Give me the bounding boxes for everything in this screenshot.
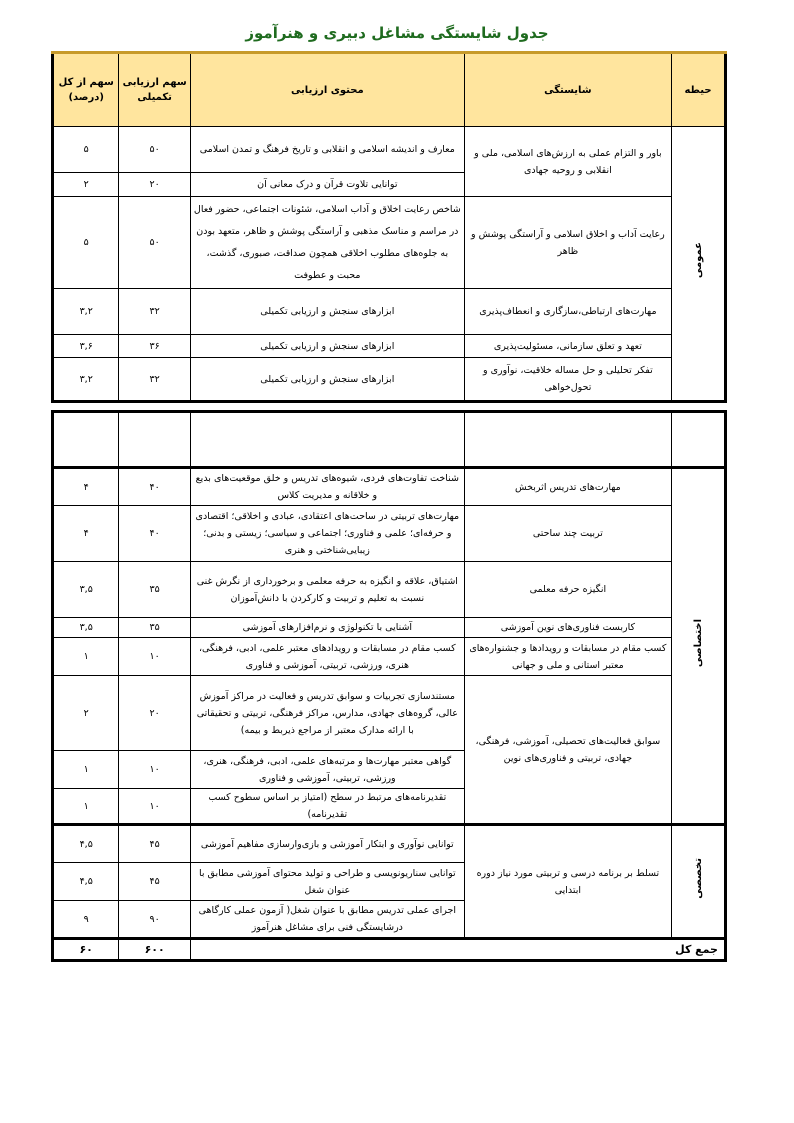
competency-cell: تفکر تحلیلی و حل مساله خلاقیت، نوآوری و تحول‌خواهی	[464, 358, 671, 402]
competency-cell: تسلط بر برنامه درسی و تربیتی مورد نیاز دوره ابتدایی	[464, 825, 671, 939]
table-row	[53, 335, 726, 358]
score-cell: ۴۰	[119, 468, 191, 506]
page-title: جدول شایستگی مشاغل دبیری و هنرآموز	[245, 24, 549, 42]
table-row	[53, 638, 726, 676]
table-row	[53, 468, 726, 506]
competency-table-part-2	[51, 410, 727, 962]
score-cell: ۱۰	[119, 789, 191, 825]
score-cell: ۳۵	[119, 562, 191, 618]
content-cell: تقدیرنامه‌های مرتبط در سطح (امتیاز بر اساس سطوح کسب تقدیرنامه)	[190, 789, 464, 825]
empty-cell	[53, 412, 119, 468]
competency-cell: کاربست فناوری‌های نوین آموزشی	[464, 618, 671, 638]
empty-row	[53, 412, 726, 468]
competency-cell: تربیت چند ساحتی	[464, 506, 671, 562]
competency-table-part-1	[51, 51, 727, 403]
total-score: ۶۰۰	[119, 939, 191, 961]
percent-cell: ۳,۵	[53, 618, 119, 638]
content-cell: شناخت تفاوت‌های فردی، شیوه‌های تدریس و خلق موقعیت‌های بدیع و خلاقانه و مدیریت کلاس	[190, 468, 464, 506]
competency-cell: باور و التزام عملی به ارزش‌های اسلامی، ملی و انقلابی و روحیه جهادی	[464, 127, 671, 197]
score-cell: ۴۰	[119, 506, 191, 562]
total-row	[53, 939, 726, 961]
header-score: سهم ارزیابی تکمیلی	[119, 53, 191, 127]
score-cell: ۵۰	[119, 127, 191, 173]
content-cell: اجرای عملی تدریس مطابق با عنوان شغل( آزمون عملی کارگاهی درشایستگی فنی برای مشاغل هنرآموز	[190, 901, 464, 939]
content-cell: مستندسازی تجربیات و سوابق تدریس و فعالیت در مراکز آموزش عالی، گروه‌های جهادی، مدارس، مراکز فرهنگی، تربیتی و تحقیقاتی با ارائه مدارک معتبر از مراجع ذیربط و بیمه)	[190, 676, 464, 751]
percent-cell: ۵	[53, 197, 119, 289]
total-label: جمع کل	[190, 939, 725, 961]
table-row	[53, 127, 726, 173]
header-percent: سهم از کل (درصد)	[53, 53, 119, 127]
domain-cell-specialized	[672, 468, 726, 825]
competency-cell: مهارت‌های تدریس اثربخش	[464, 468, 671, 506]
total-percent: ۶۰	[53, 939, 119, 961]
content-cell: کسب مقام در مسابقات و رویدادهای معتبر علمی، ادبی، فرهنگی، هنری، ورزشی، تربیتی، آموزشی و فناوری	[190, 638, 464, 676]
score-cell: ۵۰	[119, 197, 191, 289]
content-cell: ابزارهای سنجش و ارزیابی تکمیلی	[190, 289, 464, 335]
domain-label: تخصصی	[692, 858, 704, 899]
content-cell: ابزارهای سنجش و ارزیابی تکمیلی	[190, 335, 464, 358]
percent-cell: ۵	[53, 127, 119, 173]
table-row	[53, 825, 726, 863]
percent-cell: ۴,۵	[53, 825, 119, 863]
score-cell: ۳۲	[119, 358, 191, 402]
percent-cell: ۹	[53, 901, 119, 939]
table-row	[53, 506, 726, 562]
percent-cell: ۱	[53, 789, 119, 825]
header-content: محتوی ارزیابی	[190, 53, 464, 127]
score-cell: ۳۲	[119, 289, 191, 335]
content-cell: ابزارهای سنجش و ارزیابی تکمیلی	[190, 358, 464, 402]
competency-cell: مهارت‌های ارتباطی،سازگاری و انعطاف‌پذیری	[464, 289, 671, 335]
content-cell: آشنایی با تکنولوژی و نرم‌افزارهای آموزشی	[190, 618, 464, 638]
score-cell: ۴۵	[119, 863, 191, 901]
table-row	[53, 618, 726, 638]
table-row	[53, 562, 726, 618]
empty-cell	[119, 412, 191, 468]
score-cell: ۱۰	[119, 638, 191, 676]
content-cell: شاخص رعایت اخلاق و آداب اسلامی، شئونات اجتماعی، حضور فعال در مراسم و مناسک مذهبی و آراستگی پوشش و ظاهر، متعهد بودن به جلوه‌های مطلوب اخلاقی همچون صداقت، صبوری، گذشت، محبت و عطوفت	[190, 197, 464, 289]
domain-cell-general	[672, 127, 726, 402]
percent-cell: ۳,۲	[53, 358, 119, 402]
percent-cell: ۲	[53, 173, 119, 197]
table-row	[53, 676, 726, 751]
score-cell: ۹۰	[119, 901, 191, 939]
competency-cell: تعهد و تعلق سازمانی، مسئولیت‌پذیری	[464, 335, 671, 358]
empty-cell	[190, 412, 464, 468]
content-cell: مهارت‌های تربیتی در ساحت‌های اعتقادی، عبادی و اخلاقی؛ اقتصادی و حرفه‌ای؛ علمی و فناوری؛ اجتماعی و سیاسی؛ زیستی و بدنی؛ زیبایی‌شناختی و هنری	[190, 506, 464, 562]
percent-cell: ۳,۶	[53, 335, 119, 358]
content-cell: توانایی نوآوری و ابتکار آموزشی و بازی‌وارسازی مفاهیم آموزشی	[190, 825, 464, 863]
score-cell: ۲۰	[119, 173, 191, 197]
header-competency: شایستگی	[464, 53, 671, 127]
competency-cell: کسب مقام در مسابقات و رویدادها و جشنواره‌های معتبر استانی و ملی و جهانی	[464, 638, 671, 676]
percent-cell: ۴	[53, 506, 119, 562]
empty-cell	[464, 412, 671, 468]
score-cell: ۳۶	[119, 335, 191, 358]
domain-label: عمومی	[692, 242, 704, 279]
score-cell: ۳۵	[119, 618, 191, 638]
score-cell: ۱۰	[119, 751, 191, 789]
percent-cell: ۱	[53, 638, 119, 676]
score-cell: ۴۵	[119, 825, 191, 863]
competency-cell: انگیزه حرفه معلمی	[464, 562, 671, 618]
table-row	[53, 289, 726, 335]
percent-cell: ۳,۵	[53, 562, 119, 618]
percent-cell: ۴	[53, 468, 119, 506]
score-cell: ۲۰	[119, 676, 191, 751]
content-cell: توانایی سناریونویسی و طراحی و تولید محتوای آموزشی مطابق با عنوان شغل	[190, 863, 464, 901]
percent-cell: ۲	[53, 676, 119, 751]
empty-cell	[672, 412, 726, 468]
content-cell: اشتیاق، علاقه و انگیزه به حرفه معلمی و برخورداری از نگرش غنی نسبت به تعلیم و تربیت و کارکردن با دانش‌آموزان	[190, 562, 464, 618]
content-cell: معارف و اندیشه اسلامی و انقلابی و تاریخ فرهنگ و تمدن اسلامی	[190, 127, 464, 173]
table-row	[53, 358, 726, 402]
percent-cell: ۴,۵	[53, 863, 119, 901]
header-row	[53, 53, 726, 127]
competency-cell: رعایت آداب و اخلاق اسلامی و آراستگی پوشش و ظاهر	[464, 197, 671, 289]
percent-cell: ۳,۲	[53, 289, 119, 335]
competency-cell: سوابق فعالیت‌های تحصیلی، آموزشی، فرهنگی، جهادی، تربیتی و فناوری‌های نوین	[464, 676, 671, 825]
content-cell: توانایی تلاوت قرآن و درک معانی آن	[190, 173, 464, 197]
domain-cell-expert	[672, 825, 726, 939]
table-row	[53, 197, 726, 289]
content-cell: گواهی معتبر مهارت‌ها و مرتبه‌های علمی، ادبی، فرهنگی، هنری، ورزشی، تربیتی، آموزشی و فناوری	[190, 751, 464, 789]
header-domain: حیطه	[672, 53, 726, 127]
percent-cell: ۱	[53, 751, 119, 789]
domain-label: اختصاصی	[692, 618, 704, 668]
